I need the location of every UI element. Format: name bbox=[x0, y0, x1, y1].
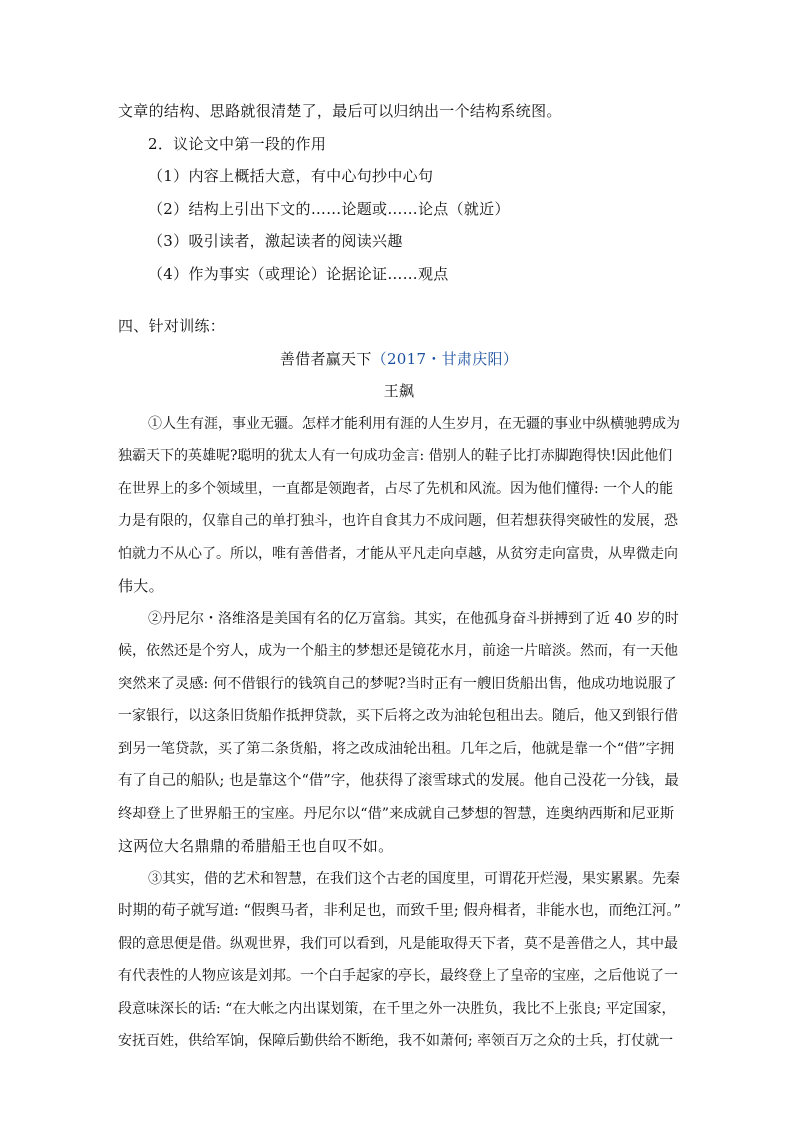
page-content bbox=[118, 101, 680, 1064]
paragraph-line: 这两位大名鼎鼎的希腊船王也自叹不如。 bbox=[118, 837, 394, 855]
point-item: （4）作为事实（或理论）论据论证……观点 bbox=[148, 264, 449, 283]
paragraph-line: 有了自己的船队; 也是靠这个“借”字，他获得了滚雪球式的发展。他自己没花一分钱，最 bbox=[118, 773, 679, 789]
paragraph-line: ③其实，借的艺术和智慧，在我们这个古老的国度里，可谓花开烂漫，果实累累。先秦 bbox=[148, 870, 680, 887]
paragraph-line: ①人生有涯，事业无疆。怎样才能利用有涯的人生岁月，在无疆的事业中纵横驰骋成为 bbox=[148, 415, 680, 432]
spacer bbox=[118, 296, 680, 316]
section-heading-practice: 四、针对训练： bbox=[118, 317, 226, 335]
paragraph-line: 到另一笔贷款，买了第二条货船，将之改成油轮出租。几年之后，他就是靠一个“借”字拥 bbox=[118, 740, 675, 757]
point-item: （2）结构上引出下文的……论题或……论点（就近） bbox=[148, 199, 510, 218]
paragraph-line: 安抚百姓，供给军饷，保障后勤供给不断绝，我不如萧何; 率领百万之众的士兵，打仗就一 bbox=[118, 1033, 674, 1049]
paragraph-line: 时期的荀子就写道: “假舆马者，非利足也，而致千里; 假舟楫者，非能水也，而绝江河。” bbox=[118, 903, 682, 919]
paragraph-line: 独霸天下的英雄呢?聪明的犹太人有一句成功金言: 借别人的鞋子比打赤脚跑得快!因此他们 bbox=[118, 448, 673, 464]
intro-line: 文章的结构、思路就很清楚了，最后可以归纳出一个结构系统图。 bbox=[118, 102, 562, 120]
paragraph-line: 假的意思便是借。纵观世界，我们可以看到，凡是能取得天下者，莫不是善借之人，其中最 bbox=[118, 935, 678, 952]
paragraph-line: 力是有限的，仅靠自己的单打独斗，也许自食其力不成问题，但若想获得突破性的发展，恐 bbox=[118, 513, 678, 529]
article-title: 善借者赢天下 bbox=[279, 349, 372, 368]
point-item: （3）吸引读者，激起读者的阅读兴趣 bbox=[148, 232, 403, 250]
paragraph-line: ②丹尼尔・洛维洛是美国有名的亿万富翁。其实，在他孤身奋斗拼搏到了近 40 岁的时 bbox=[148, 610, 679, 627]
paragraph-line: 段意味深长的话: “在大帐之内出谋划策，在千里之外一决胜负，我比不上张良; 平定国家， bbox=[118, 1000, 676, 1017]
paragraph-line: 伟大。 bbox=[118, 577, 164, 595]
paragraph-line: 终却登上了世界船王的宝座。丹尼尔以“借”来成就自己梦想的智慧，连奥纳西斯和尼亚斯 bbox=[118, 805, 675, 822]
paragraph-line: 候，依然还是个穷人，成为一个船主的梦想还是镜花水月，前途一片暗淡。然而，有一天他 bbox=[118, 643, 678, 659]
paragraph-line: 有代表性的人物应该是刘邦。一个白手起家的亭长，最终登上了皇帝的宝座，之后他说了一 bbox=[118, 968, 678, 984]
paragraph-line: 突然来了灵感: 何不借银行的钱筑自己的梦呢?当时正有一艘旧货船出售，他成功地说服了 bbox=[118, 675, 677, 692]
article-title-line bbox=[118, 349, 680, 369]
article-source: （2017・甘肃庆阳） bbox=[371, 349, 519, 368]
article-author: 王飙 bbox=[383, 382, 415, 400]
section-heading-first-paragraph-role: 2．议论文中第一段的作用 bbox=[148, 134, 327, 153]
paragraph-line: 一家银行，以这条旧货船作抵押贷款，买下后将之改为油轮包租出去。随后，他又到银行借 bbox=[118, 708, 678, 724]
point-item: （1）内容上概括大意，有中心句抄中心句 bbox=[148, 167, 434, 185]
paragraph-line: 怕就力不从心了。所以，唯有善借者，才能从平凡走向卓越，从贫穷走向富贵，从卑微走向 bbox=[118, 545, 678, 562]
paragraph-line: 在世界上的多个领域里，一直都是领跑者，占尽了先机和风流。因为他们懂得: 一个人的能 bbox=[118, 480, 674, 497]
